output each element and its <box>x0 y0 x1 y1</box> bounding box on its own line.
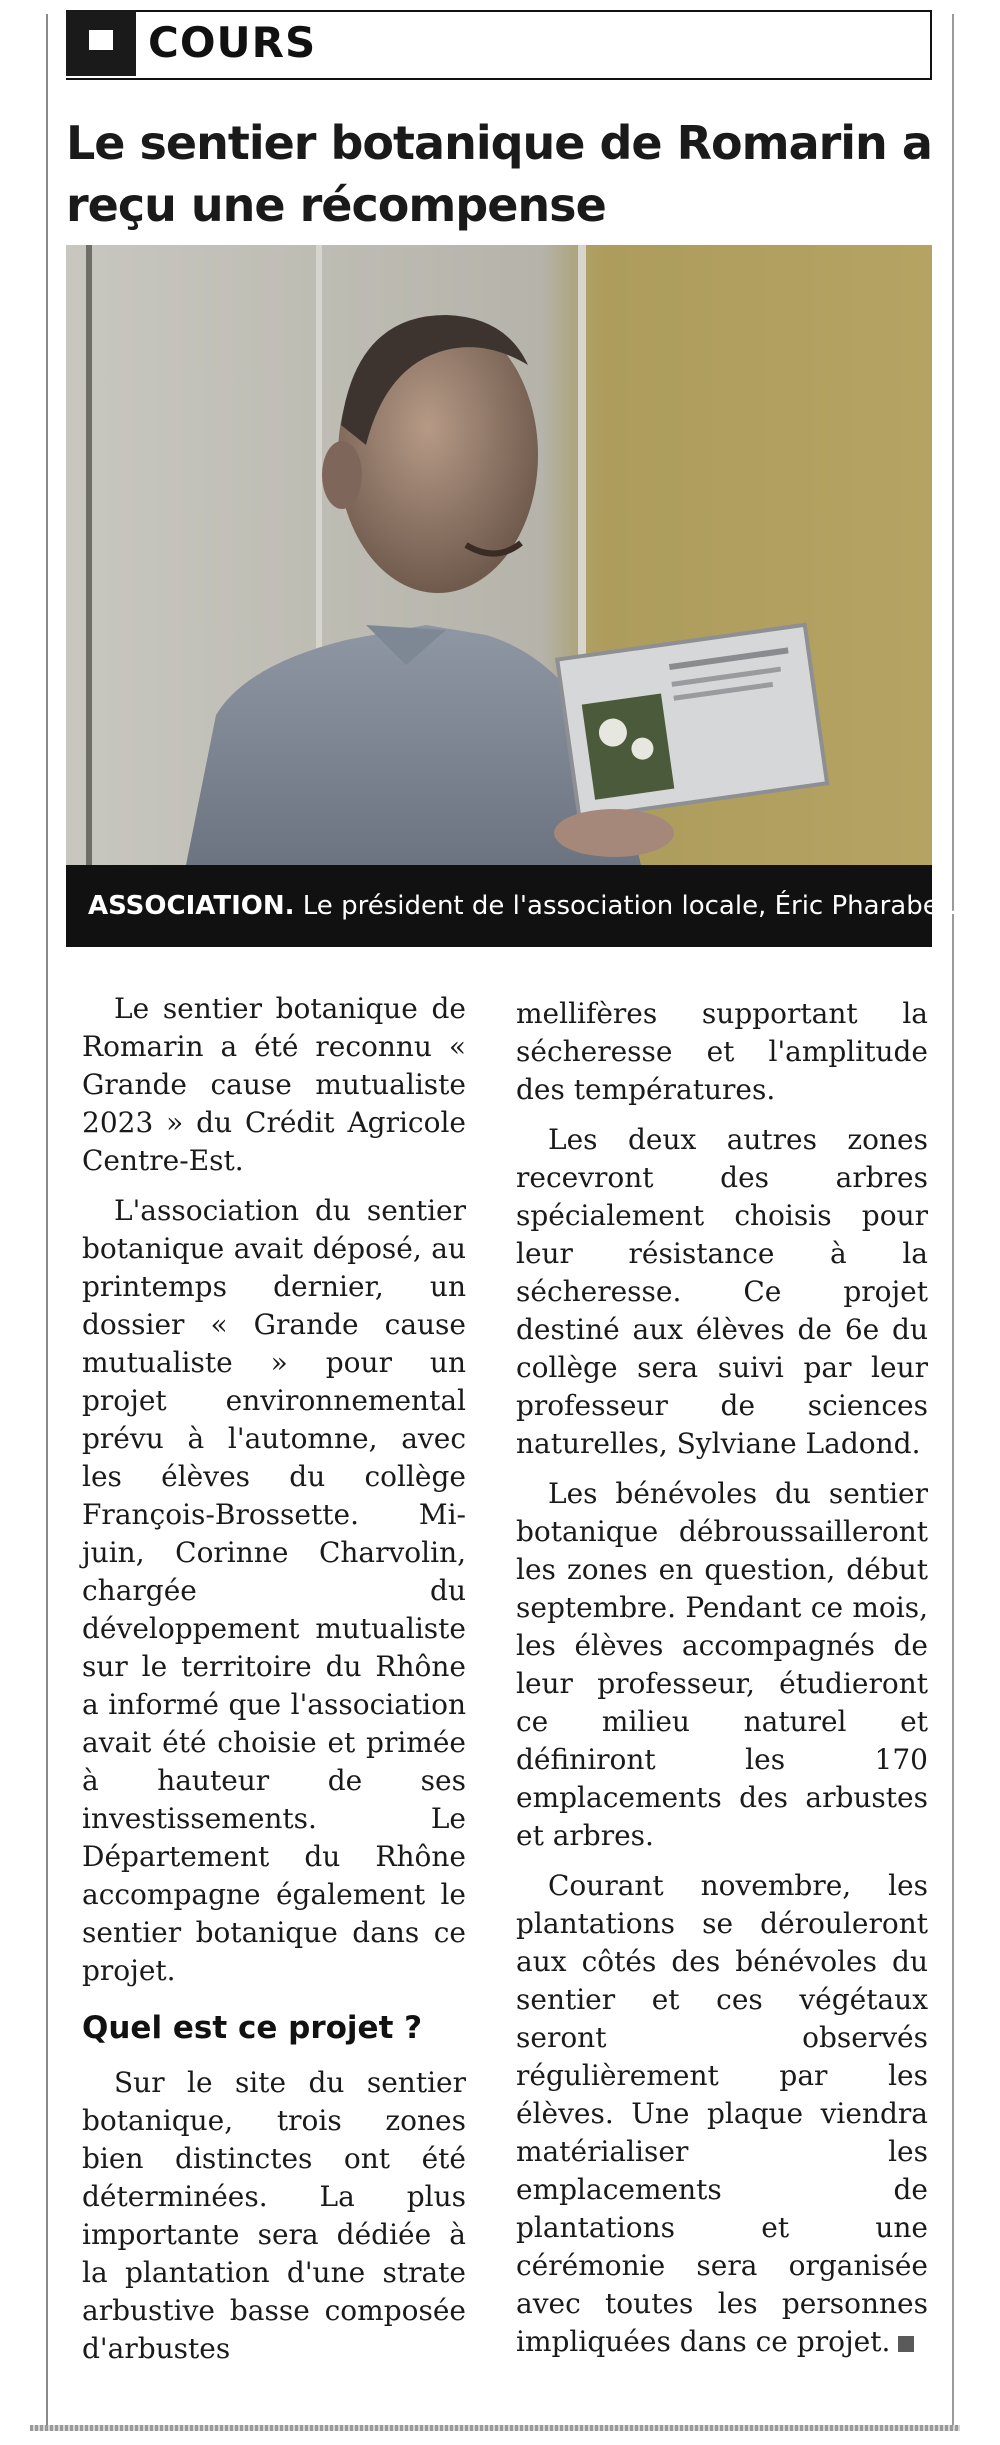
article-column-left <box>82 990 466 2380</box>
article-column-right <box>516 995 928 2373</box>
caption-keyword: ASSOCIATION. <box>88 891 295 921</box>
right-column-rule <box>952 14 954 2429</box>
square-bullet-icon <box>66 10 136 76</box>
article-paragraph-continuation: mellifères supportant la sécheresse et l'amplitude des températures. <box>516 997 928 1106</box>
article-paragraph: L'association du sentier botanique avait déposé, au printemps dernier, un dossier « Grande cause mutualiste » pour un projet environnemental prévu à l'automne, avec les élèves du collège François-Brossette. Mi-juin, Corinne Charvolin, chargée du développement mutualiste sur le territoire du Rhône a informé que l'association avait été choisie et primée à hauteur de ses investissements. Le Département du Rhône accompagne également le sentier botanique dans ce projet. <box>82 1194 466 1987</box>
article-paragraph: Les deux autres zones recevront des arbres spécialement choisis pour leur résistance à la sécheresse. Ce projet destiné aux élèves de 6e du collège sera suivi par leur professeur de sciences naturelles, Sylviane Ladond. <box>516 1123 928 1460</box>
section-label: COURS <box>148 18 317 67</box>
article-paragraph: Les bénévoles du sentier botanique débroussailleront les zones en question, début septembre. Pendant ce mois, les élèves accompagnés de leur professeur, étudieront ce milieu naturel et définiront les 170 emplacements des arbustes et arbres. <box>516 1477 928 1852</box>
article-paragraph-last <box>516 1867 928 2361</box>
article-paragraph: Sur le site du sentier botanique, trois zones bien distinctes ont été déterminées. La plus importante sera dédiée à la plantation d'une strate arbustive basse composée d'arbustes <box>82 2066 466 2365</box>
left-column-rule <box>46 14 48 2429</box>
end-mark-icon <box>898 2336 914 2352</box>
article-subhead: Quel est ce projet ? <box>82 2010 423 2046</box>
article-paragraph: Le sentier botanique de Romarin a été reconnu « Grande cause mutualiste 2023 » du Crédit Agricole Centre-Est. <box>82 992 466 1177</box>
article-paragraph-text: Courant novembre, les plantations se dérouleront aux côtés des bénévoles du sentier et ces végétaux seront observés régulièrement par les élèves. Une plaque viendra matérialiser les emplacements de plantations et une cérémonie sera organisée avec toutes les personnes impliquées dans ce projet. <box>516 1869 928 2358</box>
caption-text: Le président de l'association locale, Éric Pharabet. <box>294 891 958 921</box>
bottom-rule <box>30 2425 960 2431</box>
photo-caption <box>66 865 958 947</box>
article-headline: Le sentier botanique de Romarin a reçu une récompense <box>66 116 932 232</box>
article-photo <box>66 245 932 865</box>
